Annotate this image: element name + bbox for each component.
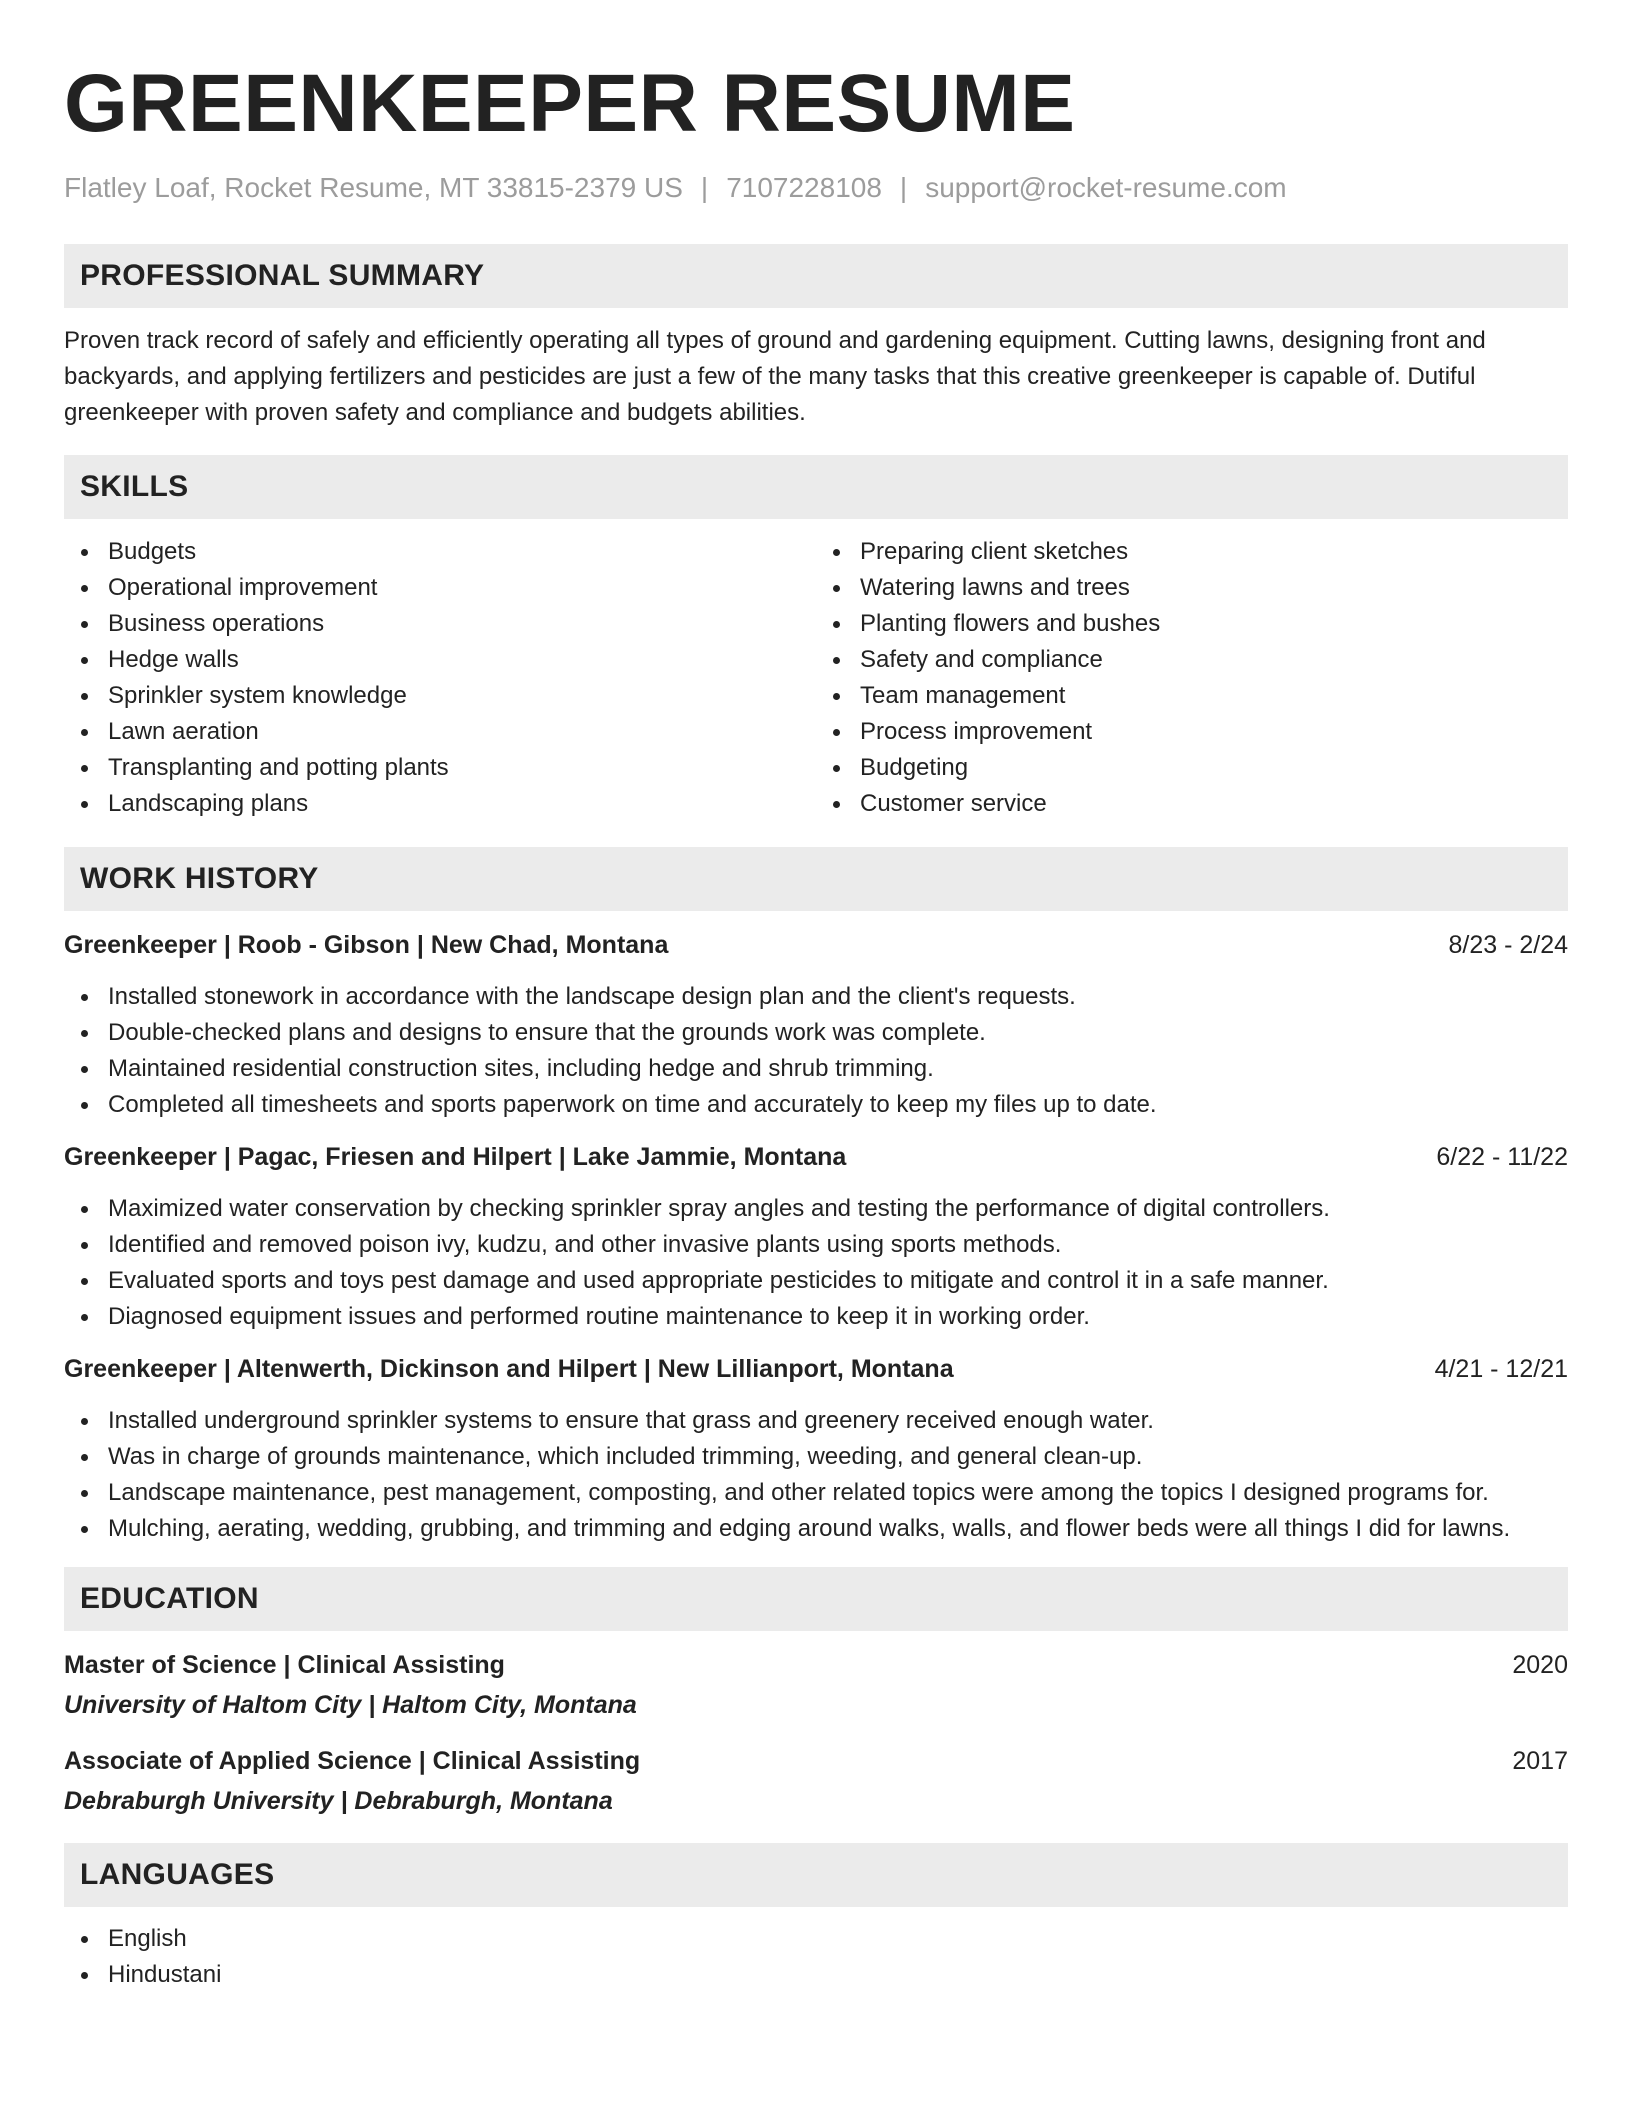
education-year: 2020 xyxy=(1512,1651,1568,1679)
skill-item: Budgeting xyxy=(816,750,1568,786)
work-history-heading: WORK HISTORY xyxy=(64,847,1568,911)
skill-item: Transplanting and potting plants xyxy=(64,750,816,786)
summary-text: Proven track record of safely and efficiently operating all types of ground and gardening equipment. Cutting lawns, designing front and backyards, and applying fertilizers and pesticides are just a few of the many tasks that this creative greenkeeper is capable of. Dutiful greenkeeper with proven safety and compliance and budgets abilities. xyxy=(64,327,1486,426)
languages-list xyxy=(64,1921,1568,1993)
education-header xyxy=(64,1647,1568,1683)
education-heading: EDUCATION xyxy=(64,1567,1568,1631)
contact-address: Flatley Loaf, Rocket Resume, MT 33815-2379 US xyxy=(64,172,683,203)
job-dates: 8/23 - 2/24 xyxy=(1448,931,1568,959)
skill-item: Team management xyxy=(816,678,1568,714)
skill-item: Operational improvement xyxy=(64,570,816,606)
job-duty-item: Maximized water conservation by checking sprinkler spray angles and testing the performance of digital controllers. xyxy=(64,1191,1568,1227)
skill-item: Watering lawns and trees xyxy=(816,570,1568,606)
job-duty-item: Installed underground sprinkler systems to ensure that grass and greenery received enough water. xyxy=(64,1403,1568,1439)
contact-separator: | xyxy=(700,172,709,203)
summary-heading: PROFESSIONAL SUMMARY xyxy=(64,244,1568,308)
job-title: Greenkeeper | Altenwerth, Dickinson and Hilpert | New Lillianport, Montana xyxy=(64,1355,954,1383)
job-duty-item: Evaluated sports and toys pest damage and used appropriate pesticides to mitigate and control it in a safe manner. xyxy=(64,1263,1568,1299)
job-title: Greenkeeper | Roob - Gibson | New Chad, Montana xyxy=(64,931,669,959)
job-dates: 4/21 - 12/21 xyxy=(1434,1355,1568,1383)
skill-item: Lawn aeration xyxy=(64,714,816,750)
education-year: 2017 xyxy=(1512,1747,1568,1775)
skills-heading: SKILLS xyxy=(64,455,1568,519)
job-duties xyxy=(64,1403,1568,1547)
job-duty-item: Identified and removed poison ivy, kudzu, and other invasive plants using sports methods. xyxy=(64,1227,1568,1263)
language-item: English xyxy=(64,1921,1568,1957)
job-duty-item: Landscape maintenance, pest management, composting, and other related topics were among the topics I designed programs for. xyxy=(64,1475,1568,1511)
job-duty-item: Completed all timesheets and sports paperwork on time and accurately to keep my files up to date. xyxy=(64,1087,1568,1123)
job-duty-item: Installed stonework in accordance with the landscape design plan and the client's requests. xyxy=(64,979,1568,1015)
skills-column-right xyxy=(816,534,1568,822)
resume-title: GREENKEEPER RESUME xyxy=(64,58,1076,149)
job-header xyxy=(64,1139,1568,1175)
skill-item: Safety and compliance xyxy=(816,642,1568,678)
languages-heading: LANGUAGES xyxy=(64,1843,1568,1907)
job-duty-item: Double-checked plans and designs to ensure that the grounds work was complete. xyxy=(64,1015,1568,1051)
job-title: Greenkeeper | Pagac, Friesen and Hilpert | Lake Jammie, Montana xyxy=(64,1143,847,1171)
job-duties xyxy=(64,1191,1568,1335)
contact-phone: 7107228108 xyxy=(726,172,882,203)
education-header xyxy=(64,1743,1568,1779)
job-duty-item: Maintained residential construction sites, including hedge and shrub trimming. xyxy=(64,1051,1568,1087)
skills-column-left xyxy=(64,534,816,822)
skill-item: Customer service xyxy=(816,786,1568,822)
skill-item: Business operations xyxy=(64,606,816,642)
job-duties xyxy=(64,979,1568,1123)
skill-item: Hedge walls xyxy=(64,642,816,678)
job-entry xyxy=(64,1351,1568,1547)
skills-list xyxy=(64,534,1568,822)
skill-item: Budgets xyxy=(64,534,816,570)
job-header xyxy=(64,927,1568,963)
job-dates: 6/22 - 11/22 xyxy=(1436,1143,1568,1171)
skill-item: Process improvement xyxy=(816,714,1568,750)
skill-item: Preparing client sketches xyxy=(816,534,1568,570)
education-school: Debraburgh University | Debraburgh, Montana xyxy=(64,1787,613,1815)
job-entry xyxy=(64,1139,1568,1335)
education-degree: Master of Science | Clinical Assisting xyxy=(64,1651,505,1679)
skill-item: Sprinkler system knowledge xyxy=(64,678,816,714)
education-degree: Associate of Applied Science | Clinical Assisting xyxy=(64,1747,641,1775)
job-duty-item: Mulching, aerating, wedding, grubbing, and trimming and edging around walks, walls, and flower beds were all things I did for lawns. xyxy=(64,1511,1568,1547)
contact-email: support@rocket-resume.com xyxy=(925,172,1287,203)
job-entry xyxy=(64,927,1568,1123)
contact-separator: | xyxy=(899,172,908,203)
education-entry xyxy=(64,1743,1568,1819)
skill-item: Planting flowers and bushes xyxy=(816,606,1568,642)
contact-line xyxy=(64,170,1568,206)
education-entry xyxy=(64,1647,1568,1723)
job-duty-item: Was in charge of grounds maintenance, which included trimming, weeding, and general clean-up. xyxy=(64,1439,1568,1475)
language-item: Hindustani xyxy=(64,1957,1568,1993)
education-school: University of Haltom City | Haltom City, Montana xyxy=(64,1691,637,1719)
skill-item: Landscaping plans xyxy=(64,786,816,822)
job-duty-item: Diagnosed equipment issues and performed routine maintenance to keep it in working order. xyxy=(64,1299,1568,1335)
job-header xyxy=(64,1351,1568,1387)
